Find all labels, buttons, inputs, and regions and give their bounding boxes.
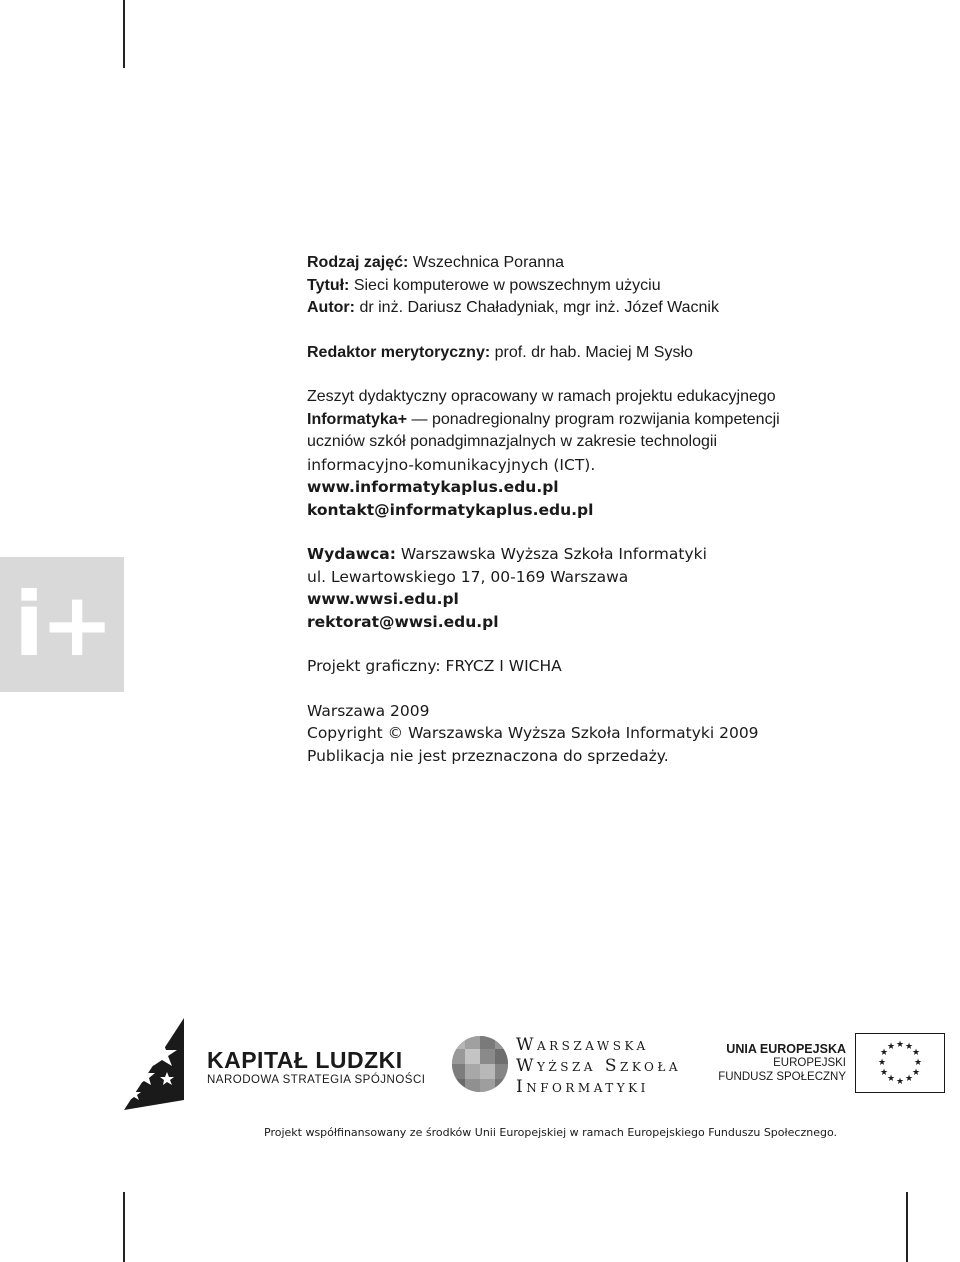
publisher-address: ul. Lewartowskiego 17, 00-169 Warszawa: [307, 567, 629, 586]
project-email-link[interactable]: kontakt@informatykaplus.edu.pl: [307, 500, 594, 519]
svg-text:★: ★: [879, 1048, 889, 1058]
svg-text:★: ★: [879, 1068, 889, 1078]
design-credit: Projekt graficzny: FRYCZ I WICHA: [307, 657, 562, 675]
copyright-notice: Copyright © Warszawska Wyższa Szkoła Informatyki 2009: [307, 724, 759, 742]
informatyka-plus-logo: i+: [14, 572, 110, 676]
wwsi-text: [516, 1035, 681, 1098]
ue-line-3: FUNDUSZ SPOŁECZNY: [718, 1071, 846, 1083]
project-line-4: informacyjno-komunikacyjnych (ICT).: [307, 455, 596, 474]
kapital-ludzki-logo-icon: [122, 1018, 186, 1110]
svg-text:★: ★: [886, 1042, 896, 1052]
title-line: Tytuł: Sieci komputerowe w powszechnym użyciu: [307, 276, 661, 294]
sponsor-logos: [0, 1015, 960, 1105]
wwsi-logo-icon: [451, 1035, 509, 1093]
place-year: Warszawa 2009: [307, 701, 430, 720]
editor-line: Redaktor merytoryczny: prof. dr hab. Maciej M Sysło: [307, 343, 693, 361]
project-website-link[interactable]: www.informatykaplus.edu.pl: [307, 478, 559, 496]
author-line: Autor: dr inż. Dariusz Chaładyniak, mgr inż. Józef Wacnik: [307, 299, 719, 316]
class-type-line: Rodzaj zajęć: Wszechnica Poranna: [307, 254, 564, 271]
project-line-2: Informatyka+ — ponadregionalny program rozwijania kompetencji: [307, 410, 780, 428]
footer-cofinancing-note: Projekt współfinansowany ze środków Unii Europejskiej w ramach Europejskiego Funduszu Społecznego.: [264, 1126, 837, 1139]
kapital-ludzki-text: [207, 1047, 425, 1088]
eu-flag-icon: [855, 1033, 945, 1093]
kapital-ludzki-title: KAPITAŁ LUDZKI: [207, 1047, 403, 1073]
publisher-line: Wydawca: Warszawska Wyższa Szkoła Informatyki: [307, 545, 707, 563]
svg-text:★: ★: [913, 1058, 923, 1068]
project-line-1: Zeszyt dydaktyczny opracowany w ramach projektu edukacyjnego: [307, 388, 776, 405]
svg-text:★: ★: [904, 1042, 914, 1052]
sale-notice: Publikacja nie jest przeznaczona do sprzedaży.: [307, 746, 669, 765]
publisher-website-link[interactable]: www.wwsi.edu.pl: [307, 590, 459, 608]
project-brand: Informatyka+: [307, 410, 408, 428]
svg-text:★: ★: [904, 1074, 914, 1084]
side-tab: [0, 557, 124, 692]
svg-text:★: ★: [895, 1077, 905, 1087]
ue-text: [718, 1042, 846, 1084]
wwsi-line-1: Warszawska: [516, 1035, 649, 1055]
kapital-ludzki-subtitle: NARODOWA STRATEGIA SPÓJNOŚCI: [207, 1074, 426, 1086]
svg-text:★: ★: [911, 1048, 921, 1058]
svg-text:★: ★: [886, 1074, 896, 1084]
ue-line-1: UNIA EUROPEJSKA: [726, 1042, 846, 1056]
svg-text:★: ★: [877, 1058, 887, 1068]
crop-mark-bottom-left: [123, 1192, 125, 1262]
publisher-email-link[interactable]: rektorat@wwsi.edu.pl: [307, 612, 499, 631]
wwsi-line-3: Informatyki: [516, 1077, 649, 1097]
crop-mark-bottom-right: [906, 1192, 908, 1262]
project-line-3: uczniów szkół ponadgimnazjalnych w zakresie technologii: [307, 433, 717, 450]
crop-mark-top: [123, 0, 125, 68]
wwsi-line-2: Wyższa Szkoła: [516, 1056, 682, 1076]
svg-text:★: ★: [895, 1040, 905, 1050]
svg-text:★: ★: [911, 1068, 921, 1078]
imprint-page: [307, 252, 867, 767]
ue-line-2: EUROPEJSKI: [773, 1057, 846, 1069]
